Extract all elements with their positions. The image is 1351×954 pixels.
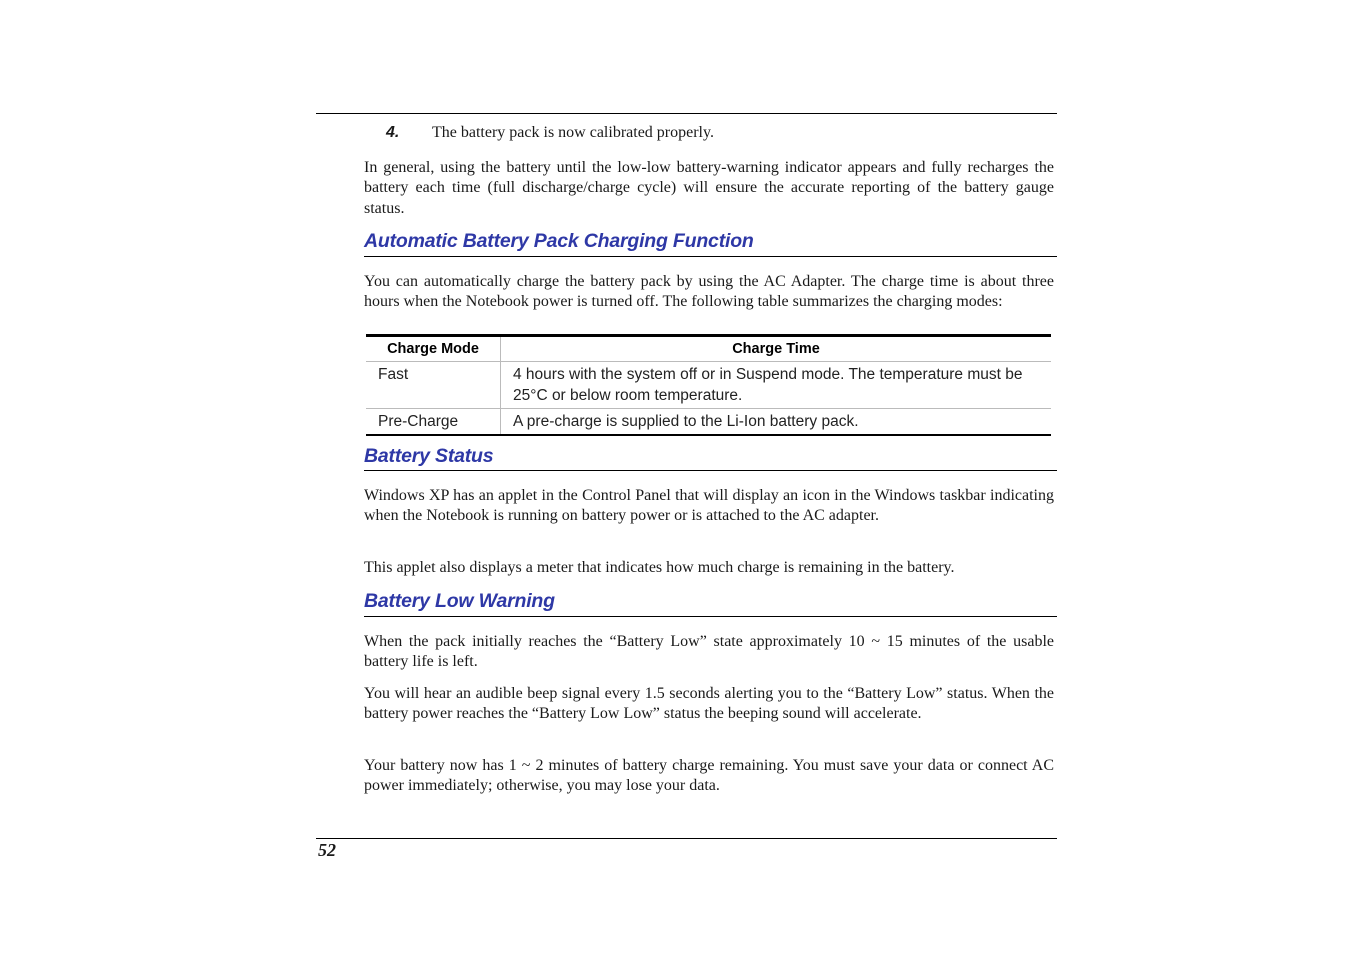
cell-time-precharge: A pre-charge is supplied to the Li-Ion battery pack. [501,409,1052,436]
cell-mode-precharge: Pre-Charge [366,409,501,436]
heading-battery-status: Battery Status [364,445,494,467]
step-item [386,122,714,144]
table-row [366,362,1051,409]
heading-battery-status-underline [364,470,1057,471]
page-number: 52 [318,840,336,860]
charging-paragraph: You can automatically charge the battery pack by using the AC Adapter. The charge time is about three hours when the Notebook power is turned off. The following table summarizes the charging modes: [364,273,1054,311]
status-paragraph-2: This applet also displays a meter that indicates how much charge is remaining in the battery. [364,559,955,576]
charge-modes-table [366,334,1051,436]
heading-battery-low-warning: Battery Low Warning [364,590,555,612]
header-rule [316,113,1057,114]
table-header-row [366,336,1051,362]
cell-time-fast: 4 hours with the system off or in Suspend mode. The temperature must be 25°C or below room temperature. [501,362,1052,409]
step-number: 4. [386,124,400,141]
step-text: The battery pack is now calibrated properly. [432,124,714,141]
warning-paragraph-3: Your battery now has 1 ~ 2 minutes of battery charge remaining. You must save your data or connect AC power immediately; otherwise, you may lose your data. [364,757,1054,795]
cell-mode-fast: Fast [366,362,501,409]
table-row [366,409,1051,436]
heading-charging: Automatic Battery Pack Charging Function [364,230,754,252]
column-header-charge-mode: Charge Mode [366,336,501,362]
column-header-charge-time: Charge Time [501,336,1052,362]
heading-charging-underline [364,256,1057,257]
warning-paragraph-1: When the pack initially reaches the “Battery Low” state approximately 10 ~ 15 minutes of the usable battery life is left. [364,633,1054,671]
footer-rule [316,838,1057,839]
intro-paragraph: In general, using the battery until the low-low battery-warning indicator appears and fully recharges the battery each time (full discharge/charge cycle) will ensure the accurate reporting of the battery gauge status. [364,159,1054,217]
warning-paragraph-2: You will hear an audible beep signal every 1.5 seconds alerting you to the “Battery Low” status. When the battery power reaches the “Battery Low Low” status the beeping sound will accelerate. [364,685,1054,723]
heading-battery-low-warning-underline [364,616,1057,617]
status-paragraph-1: Windows XP has an applet in the Control Panel that will display an icon in the Windows taskbar indicating when the Notebook is running on battery power or is attached to the AC adapter. [364,487,1054,525]
